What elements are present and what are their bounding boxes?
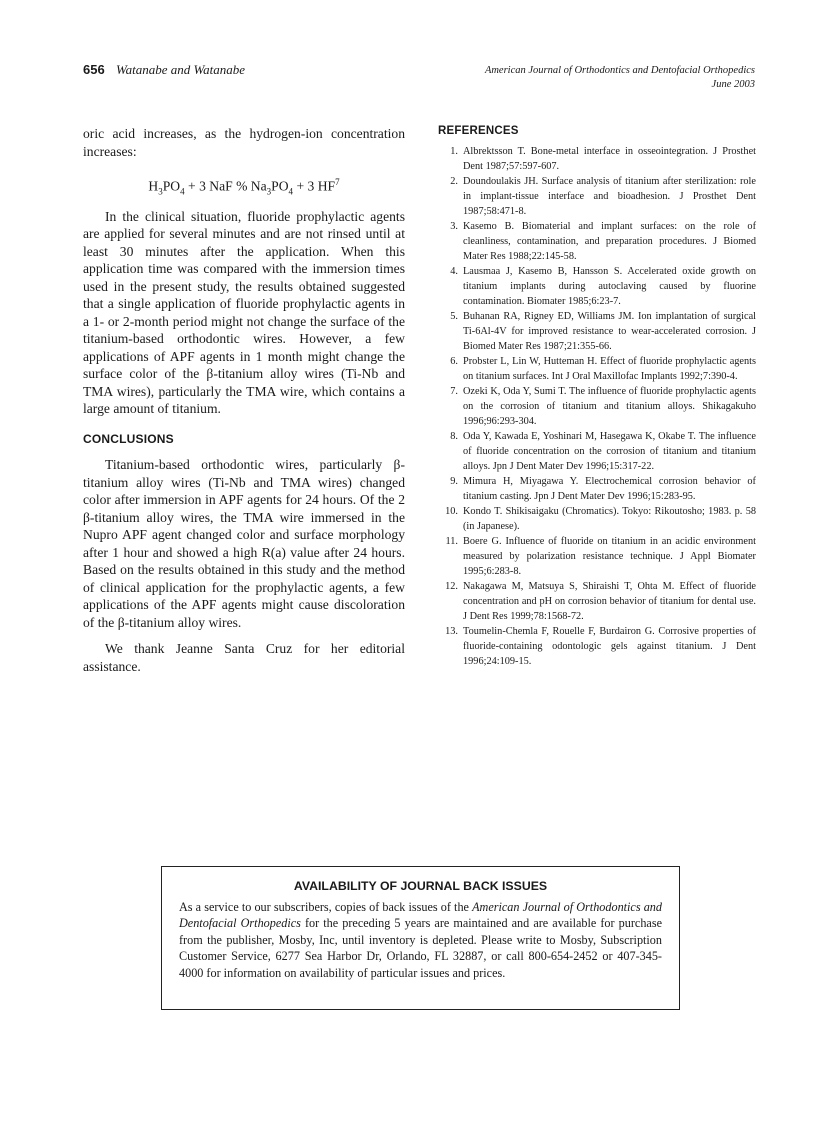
reference-item	[438, 144, 756, 174]
chemical-equation: $H_3PO_4 + 3$ NaF % $Na_3PO_4 + 3$ $HF^7$	[148, 177, 340, 197]
reference-item	[438, 624, 756, 669]
reference-text: Oda Y, Kawada E, Yoshinari M, Hasegawa K, Okabe T. The influence of fluoride concentration on the corrosion of titanium and titanium alloys. Jpn J Dent Mater Dev 1996;15:317-22.	[463, 431, 756, 472]
notice-text-start: As a service to our subscribers, copies of back issues of the	[179, 900, 473, 914]
conclusions-paragraph: Titanium-based orthodontic wires, particularly β-titanium alloy wires (Ti-Nb and TMA wires) changed color after immersion in APF agents for 24 hours. Of the 2 β-titanium alloy wires, the TMA wire immersed in the Nupro APF agent changed color and surface morphology after 1 hour and showed a high R(a) value after 24 hours. Based on the results obtained in this study and the method of clinical application for the prophylactic agents, a few applications of the APF agents might cause discoloration of the β-titanium alloy wires.	[83, 457, 405, 630]
reference-number: 11.	[445, 536, 458, 547]
reference-item	[438, 354, 756, 384]
reference-list	[438, 144, 756, 669]
reference-number: 2.	[450, 176, 458, 187]
running-header-left	[83, 62, 245, 78]
reference-text: Toumelin-Chemla F, Rouelle F, Burdairon G. Corrosive properties of fluoride-containing odontologic gels against titanium. J Dent 1996;24:109-15.	[463, 626, 756, 667]
reference-number: 9.	[450, 476, 458, 487]
issue-date: June 2003	[711, 79, 755, 90]
acknowledgment-paragraph: We thank Jeanne Santa Cruz for her editorial assistance.	[83, 641, 405, 674]
reference-text: Mimura H, Miyagawa Y. Electrochemical corrosion behavior of titanium casting. Jpn J Dent Mater Dev 1996;15:283-95.	[463, 476, 756, 502]
reference-item	[438, 174, 756, 219]
reference-item	[438, 534, 756, 579]
running-authors: Watanabe and Watanabe	[115, 62, 245, 77]
reference-text: Nakagawa M, Matsuya S, Shiraishi T, Ohta M. Effect of fluoride concentration and pH on corrosion behavior of titanium for dental use. J Dent Res 1999;78:1568-72.	[463, 581, 756, 622]
journal-title: American Journal of Orthodontics and Dentofacial Orthopedics	[484, 65, 755, 76]
reference-text: Buhanan RA, Rigney ED, Williams JM. Ion implantation of surgical Ti-6Al-4V for improved resistance to wear-accelerated corrosion. J Biomed Mater Res 1987;21:355-66.	[463, 311, 756, 352]
notice-title: AVAILABILITY OF JOURNAL BACK ISSUES	[293, 879, 548, 893]
reference-text: Boere G. Influence of fluoride on titanium in an acidic environment measured by polarization resistance technique. J Appl Biomater 1995;6:283-8.	[463, 536, 756, 577]
reference-text: Kasemo B. Biomaterial and implant surfaces: on the role of cleanliness, contamination, and preparation procedures. J Biomed Mater Res 1988;22:145-58.	[463, 221, 756, 262]
reference-item	[438, 264, 756, 309]
notice-body	[179, 899, 662, 981]
reference-number: 1.	[450, 146, 458, 157]
reference-number: 8.	[450, 431, 458, 442]
reference-item	[438, 384, 756, 429]
running-header-right	[485, 64, 755, 92]
discussion-paragraph: In the clinical situation, fluoride prophylactic agents are applied for several minutes and are not rinsed until at least 30 minutes after the application. When this application time was compared with the immersion times used in the present study, the results obtained suggested that a single application of fluoride prophylactic agents in a 1- or 2-month period might not change the surface of the titanium-based orthodontic wires. However, a few applications of APF agents in 1 month might change the surface color of the β-titanium alloy wires (Ti-Nb and TMA wires), particularly the TMA wire, which contains a large amount of titanium.	[83, 208, 405, 417]
reference-number: 6.	[450, 356, 458, 367]
reference-text: Albrektsson T. Bone-metal interface in osseointegration. J Prosthet Dent 1987;57:597-607.	[463, 146, 756, 172]
reference-number: 10.	[445, 506, 458, 517]
notice-journal-name: American Journal of Orthodontics and Dentofacial Orthopedics	[179, 900, 662, 931]
reference-text: Ozeki K, Oda Y, Sumi T. The influence of fluoride prophylactic agents on the corrosion of titanium and titanium alloys. Shikagakuho 1996;96:293-304.	[463, 386, 756, 427]
notice-text-end: for the preceding 5 years are maintained and are available for purchase from the publisher, Mosby, Inc, until inventory is depleted. Please write to Mosby, Subscription Customer Service, 6277 Sea Harbor Dr, Orlando, FL 32887, or call 800-654-2452 or 407-345-4000 for information on availability of particular issues and prices.	[179, 916, 662, 980]
reference-item	[438, 504, 756, 534]
right-column	[438, 125, 756, 669]
reference-number: 3.	[450, 221, 458, 232]
left-column	[83, 125, 405, 675]
reference-item	[438, 579, 756, 624]
reference-text: Lausmaa J, Kasemo B, Hansson S. Accelerated oxide growth on titanium implants during autoclaving caused by fluorine contamination. Biomater 1985;6:23-7.	[463, 266, 756, 307]
reference-item	[438, 219, 756, 264]
reference-number: 7.	[450, 386, 458, 397]
intro-paragraph: oric acid increases, as the hydrogen-ion concentration increases:	[83, 126, 405, 159]
reference-text: Kondo T. Shikisaigaku (Chromatics). Tokyo: Rikoutosho; 1983. p. 58 (in Japanese).	[463, 506, 756, 532]
back-issues-notice-box	[161, 866, 680, 1010]
reference-text: Doundoulakis JH. Surface analysis of titanium after sterilization: role in implant-tissue interface and bioadhesion. J Prosthet Dent 1987;58:471-8.	[463, 176, 756, 217]
conclusions-heading: CONCLUSIONS	[83, 431, 174, 446]
page-number: 656	[83, 62, 105, 77]
reference-number: 12.	[445, 581, 458, 592]
reference-item	[438, 309, 756, 354]
references-heading: REFERENCES	[438, 125, 519, 137]
reference-text: Probster L, Lin W, Hutteman H. Effect of fluoride prophylactic agents on titanium surfaces. Int J Oral Maxillofac Implants 1992;7:390-4.	[463, 356, 756, 382]
paragraph-gap	[83, 631, 405, 640]
reference-number: 5.	[450, 311, 458, 322]
reference-item	[438, 429, 756, 474]
reference-number: 4.	[450, 266, 458, 277]
reference-number: 13.	[445, 626, 458, 637]
reference-item	[438, 474, 756, 504]
